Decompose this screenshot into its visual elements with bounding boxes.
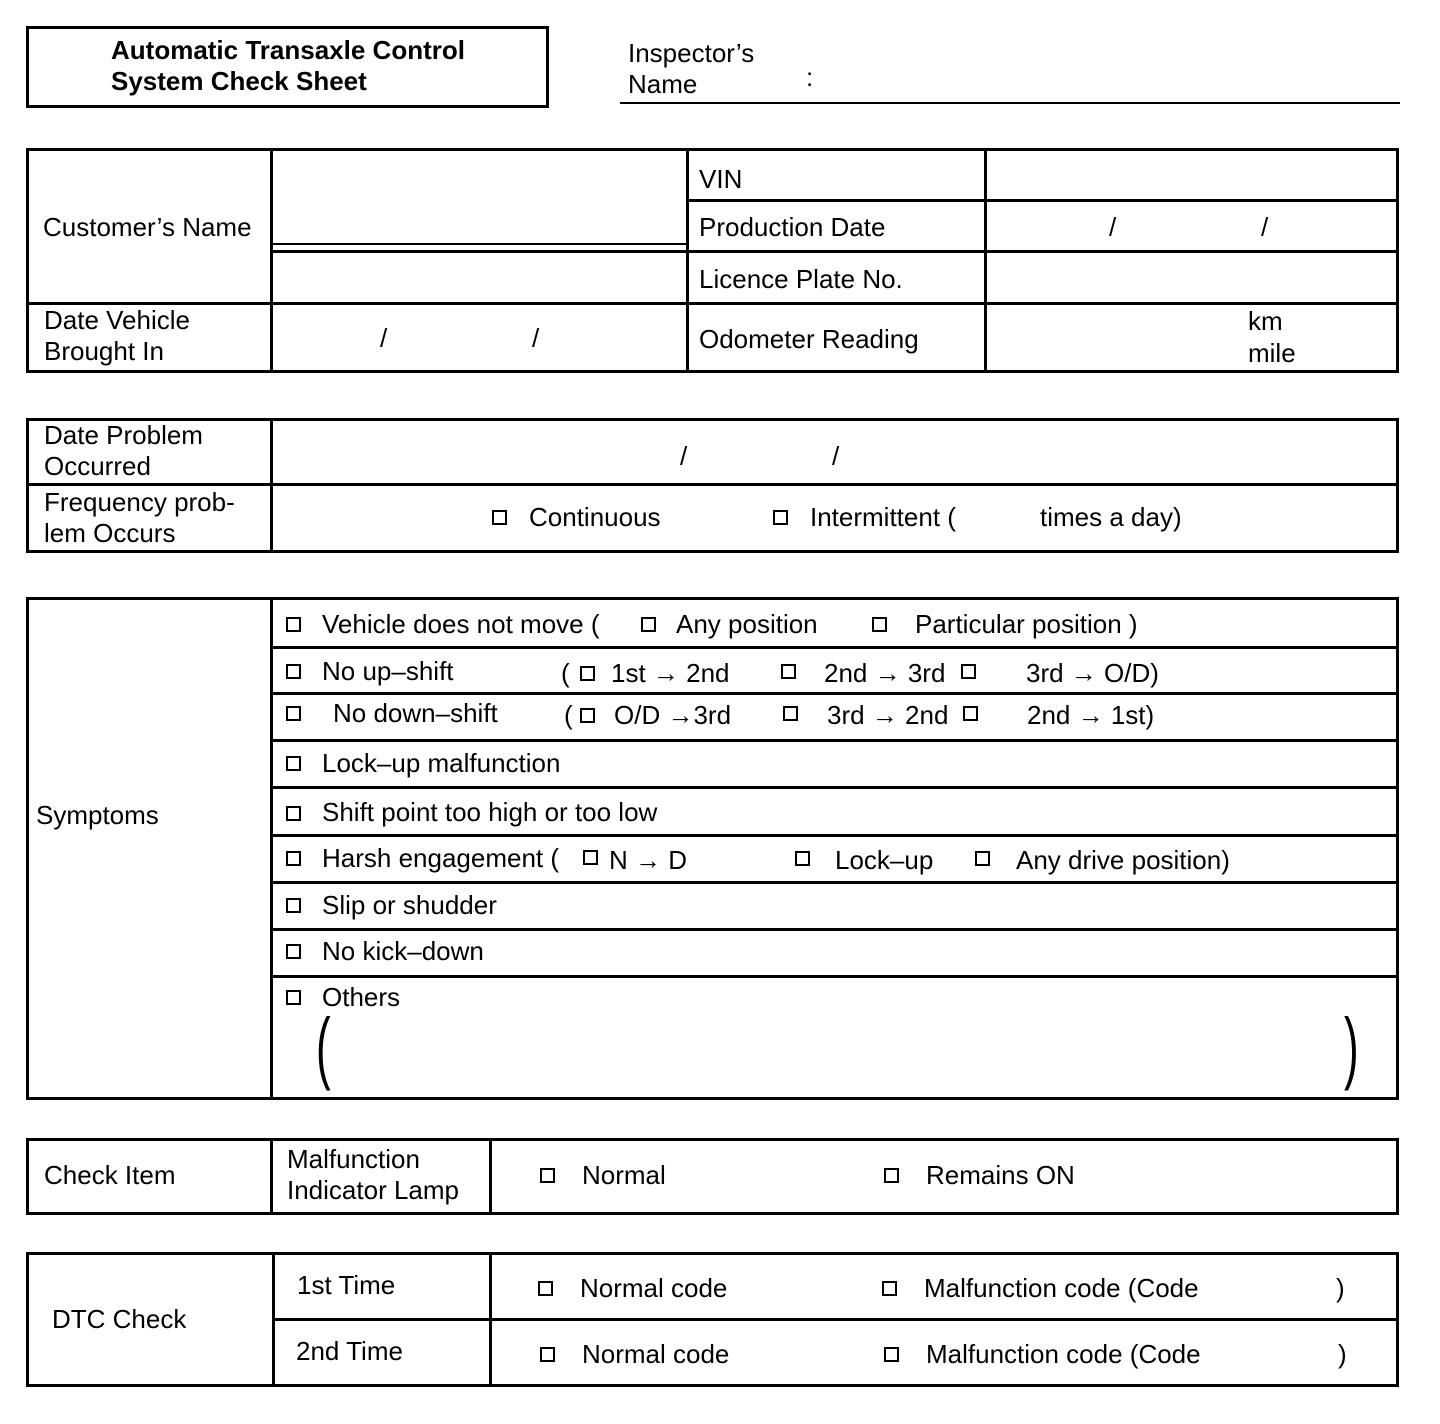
dtc-first-time-label: 1st Time [297, 1270, 396, 1300]
any-position-checkbox[interactable] [641, 617, 656, 632]
lockup-malfunction-label: Lock–up malfunction [322, 748, 561, 778]
check-item-table [26, 1138, 1399, 1215]
date-problem-slash-1: / [680, 441, 688, 471]
no-upshift-label: No up–shift [322, 656, 454, 686]
continuous-checkbox[interactable] [492, 510, 507, 525]
dtc-first-malfunction-checkbox[interactable] [882, 1281, 897, 1296]
shift-point-label: Shift point too high or too low [322, 797, 658, 827]
downshift-2nd-1st-label: 2nd → 1st) [1027, 700, 1155, 730]
form-title-line2: System Check Sheet [111, 66, 367, 96]
others-close-paren: ) [1344, 1002, 1359, 1091]
odometer-unit-mile: mile [1248, 338, 1296, 368]
harsh-engagement-checkbox[interactable] [286, 851, 301, 866]
upshift-2nd-3rd-label: 2nd → 3rd [824, 658, 946, 688]
vin-label: VIN [699, 164, 743, 194]
slip-shudder-checkbox[interactable] [286, 898, 301, 913]
dtc-first-malfunction-label: Malfunction code (Code [924, 1273, 1199, 1303]
harsh-n-d-label: N → D [609, 845, 687, 875]
no-move-checkbox[interactable] [286, 617, 301, 632]
intermittent-checkbox[interactable] [773, 510, 788, 525]
no-upshift-checkbox[interactable] [286, 664, 301, 679]
harsh-n-d-checkbox[interactable] [583, 850, 598, 865]
no-kickdown-label: No kick–down [322, 936, 484, 966]
mil-label-line2: Indicator Lamp [287, 1175, 459, 1205]
downshift-3rd-2nd-checkbox[interactable] [783, 706, 798, 721]
harsh-engagement-label: Harsh engagement ( [322, 843, 560, 873]
dtc-first-close-paren: ) [1336, 1273, 1345, 1303]
others-open-paren: ( [316, 1002, 331, 1091]
vin-field[interactable] [990, 152, 1394, 196]
inspector-name-line[interactable] [620, 102, 1400, 104]
odometer-unit-km: km [1248, 306, 1283, 336]
intermittent-label: Intermittent ( [810, 502, 956, 532]
mil-label-line1: Malfunction [287, 1144, 420, 1174]
customer-name-label: Customer’s Name [43, 212, 252, 242]
times-a-day-label: times a day) [1040, 502, 1182, 532]
mil-normal-checkbox[interactable] [540, 1168, 555, 1183]
dtc-check-label: DTC Check [52, 1304, 187, 1334]
others-label: Others [322, 982, 401, 1012]
particular-position-checkbox[interactable] [872, 617, 887, 632]
date-brought-in-label-line2: Brought In [44, 336, 164, 366]
date-problem-slash-2: / [832, 441, 840, 471]
production-date-slash-1: / [1109, 212, 1117, 242]
dtc-second-normal-label: Normal code [582, 1339, 730, 1369]
dtc-second-close-paren: ) [1338, 1339, 1347, 1369]
upshift-3rd-od-checkbox[interactable] [961, 664, 976, 679]
licence-plate-field[interactable] [990, 255, 1394, 299]
mil-remains-on-label: Remains ON [926, 1160, 1075, 1190]
downshift-3rd-2nd-label: 3rd → 2nd [827, 700, 949, 730]
date-brought-in-slash-2: / [532, 323, 540, 353]
harsh-lockup-label: Lock–up [835, 845, 934, 875]
slip-shudder-label: Slip or shudder [322, 890, 497, 920]
harsh-any-drive-checkbox[interactable] [975, 851, 990, 866]
downshift-2nd-1st-checkbox[interactable] [963, 706, 978, 721]
date-brought-in-slash-1: / [380, 323, 388, 353]
upshift-1st-2nd-label: 1st → 2nd [611, 658, 730, 688]
mil-normal-label: Normal [582, 1160, 666, 1190]
inspector-colon: : [806, 62, 814, 92]
inspector-label-line1: Inspector’s [628, 38, 755, 68]
dtc-second-malfunction-checkbox[interactable] [884, 1347, 899, 1362]
check-item-label: Check Item [44, 1160, 176, 1190]
symptoms-label: Symptoms [36, 800, 159, 830]
no-kickdown-checkbox[interactable] [286, 944, 301, 959]
frequency-label-line1: Frequency prob- [44, 487, 235, 517]
production-date-label: Production Date [699, 212, 886, 242]
upshift-1st-2nd-checkbox[interactable] [580, 666, 595, 681]
date-problem-label-line1: Date Problem [44, 420, 203, 450]
upshift-3rd-od-label: 3rd → O/D) [1026, 658, 1159, 688]
no-downshift-label: No down–shift [333, 698, 498, 728]
lockup-malfunction-checkbox[interactable] [286, 756, 301, 771]
dtc-second-time-label: 2nd Time [296, 1336, 403, 1366]
dtc-first-normal-label: Normal code [580, 1273, 728, 1303]
downshift-od-3rd-checkbox[interactable] [580, 708, 595, 723]
odometer-label: Odometer Reading [699, 324, 919, 354]
others-checkbox[interactable] [286, 990, 301, 1005]
frequency-label-line2: lem Occurs [44, 518, 176, 548]
no-move-label: Vehicle does not move ( [322, 609, 600, 639]
continuous-label: Continuous [529, 502, 661, 532]
licence-plate-label: Licence Plate No. [699, 264, 903, 294]
harsh-any-drive-label: Any drive position) [1016, 845, 1230, 875]
mil-remains-on-checkbox[interactable] [884, 1168, 899, 1183]
date-brought-in-label-line1: Date Vehicle [44, 305, 190, 335]
inspector-label-line2: Name [628, 69, 698, 99]
dtc-second-normal-checkbox[interactable] [540, 1347, 555, 1362]
downshift-od-3rd-label: O/D →3rd [614, 700, 732, 730]
customer-name-field-2[interactable] [275, 255, 683, 299]
others-field[interactable] [350, 1015, 1335, 1087]
form-title-line1: Automatic Transaxle Control [111, 35, 465, 65]
harsh-lockup-checkbox[interactable] [795, 851, 810, 866]
dtc-first-normal-checkbox[interactable] [538, 1281, 553, 1296]
any-position-label: Any position [676, 609, 818, 639]
shift-point-checkbox[interactable] [286, 806, 301, 821]
upshift-open-paren: ( [561, 658, 570, 688]
date-problem-label-line2: Occurred [44, 451, 151, 481]
dtc-second-malfunction-label: Malfunction code (Code [926, 1339, 1201, 1369]
no-downshift-checkbox[interactable] [286, 706, 301, 721]
upshift-2nd-3rd-checkbox[interactable] [781, 664, 796, 679]
particular-position-label: Particular position ) [915, 609, 1138, 639]
downshift-open-paren: ( [564, 700, 573, 730]
customer-name-field[interactable] [275, 152, 683, 240]
production-date-slash-2: / [1261, 212, 1269, 242]
